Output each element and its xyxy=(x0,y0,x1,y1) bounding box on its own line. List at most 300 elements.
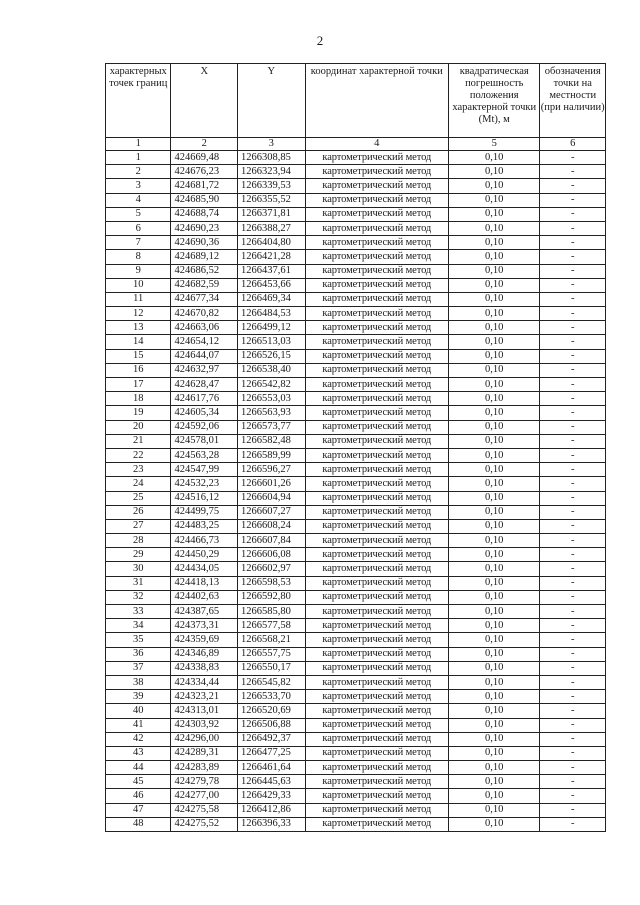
x-coordinate-cell: 424483,25 xyxy=(171,519,238,533)
table-row xyxy=(106,562,606,576)
error-cell: 0,10 xyxy=(449,278,540,292)
marking-cell: - xyxy=(540,463,606,477)
x-coordinate-cell: 424690,36 xyxy=(171,236,238,250)
method-cell: картометрический метод xyxy=(305,151,448,165)
method-cell: картометрический метод xyxy=(305,193,448,207)
point-number-cell: 35 xyxy=(106,633,171,647)
x-coordinate-cell: 424681,72 xyxy=(171,179,238,193)
error-cell: 0,10 xyxy=(449,335,540,349)
method-cell: картометрический метод xyxy=(305,675,448,689)
error-cell: 0,10 xyxy=(449,292,540,306)
marking-cell: - xyxy=(540,519,606,533)
x-coordinate-cell: 424605,34 xyxy=(171,406,238,420)
marking-cell: - xyxy=(540,647,606,661)
error-cell: 0,10 xyxy=(449,647,540,661)
marking-cell: - xyxy=(540,207,606,221)
y-coordinate-cell: 1266577,58 xyxy=(238,619,306,633)
point-number-cell: 23 xyxy=(106,463,171,477)
x-coordinate-cell: 424275,58 xyxy=(171,803,238,817)
column-number: 6 xyxy=(540,138,606,151)
y-coordinate-cell: 1266607,27 xyxy=(238,505,306,519)
y-coordinate-cell: 1266492,37 xyxy=(238,732,306,746)
y-coordinate-cell: 1266573,77 xyxy=(238,420,306,434)
header-points: характерных точек границ xyxy=(106,64,171,138)
error-cell: 0,10 xyxy=(449,534,540,548)
y-coordinate-cell: 1266513,03 xyxy=(238,335,306,349)
x-coordinate-cell: 424283,89 xyxy=(171,761,238,775)
x-coordinate-cell: 424663,06 xyxy=(171,321,238,335)
table-row xyxy=(106,236,606,250)
x-coordinate-cell: 424677,34 xyxy=(171,292,238,306)
x-coordinate-cell: 424578,01 xyxy=(171,434,238,448)
method-cell: картометрический метод xyxy=(305,789,448,803)
point-number-cell: 27 xyxy=(106,519,171,533)
point-number-cell: 46 xyxy=(106,789,171,803)
error-cell: 0,10 xyxy=(449,718,540,732)
column-number: 1 xyxy=(106,138,171,151)
table-row xyxy=(106,817,606,831)
error-cell: 0,10 xyxy=(449,590,540,604)
y-coordinate-cell: 1266550,17 xyxy=(238,661,306,675)
marking-cell: - xyxy=(540,151,606,165)
table-row xyxy=(106,718,606,732)
method-cell: картометрический метод xyxy=(305,576,448,590)
error-cell: 0,10 xyxy=(449,491,540,505)
error-cell: 0,10 xyxy=(449,605,540,619)
table-row xyxy=(106,292,606,306)
table-row xyxy=(106,378,606,392)
point-number-cell: 21 xyxy=(106,434,171,448)
x-coordinate-cell: 424685,90 xyxy=(171,193,238,207)
marking-cell: - xyxy=(540,675,606,689)
y-coordinate-cell: 1266582,48 xyxy=(238,434,306,448)
point-number-cell: 34 xyxy=(106,619,171,633)
error-cell: 0,10 xyxy=(449,519,540,533)
x-coordinate-cell: 424338,83 xyxy=(171,661,238,675)
marking-cell: - xyxy=(540,704,606,718)
error-cell: 0,10 xyxy=(449,448,540,462)
point-number-cell: 47 xyxy=(106,803,171,817)
table-row xyxy=(106,675,606,689)
y-coordinate-cell: 1266429,33 xyxy=(238,789,306,803)
method-cell: картометрический метод xyxy=(305,746,448,760)
error-cell: 0,10 xyxy=(449,576,540,590)
method-cell: картометрический метод xyxy=(305,548,448,562)
marking-cell: - xyxy=(540,534,606,548)
method-cell: картометрический метод xyxy=(305,207,448,221)
method-cell: картометрический метод xyxy=(305,534,448,548)
point-number-cell: 32 xyxy=(106,590,171,604)
error-cell: 0,10 xyxy=(449,151,540,165)
method-cell: картометрический метод xyxy=(305,165,448,179)
method-cell: картометрический метод xyxy=(305,803,448,817)
table-row xyxy=(106,349,606,363)
x-coordinate-cell: 424279,78 xyxy=(171,775,238,789)
error-cell: 0,10 xyxy=(449,817,540,831)
table-row xyxy=(106,647,606,661)
y-coordinate-cell: 1266526,15 xyxy=(238,349,306,363)
method-cell: картометрический метод xyxy=(305,335,448,349)
y-coordinate-cell: 1266598,53 xyxy=(238,576,306,590)
marking-cell: - xyxy=(540,165,606,179)
x-coordinate-cell: 424686,52 xyxy=(171,264,238,278)
y-coordinate-cell: 1266355,52 xyxy=(238,193,306,207)
table-row xyxy=(106,193,606,207)
header-marking: обозначения точки на местности (при наличии) xyxy=(540,64,606,138)
table-row xyxy=(106,690,606,704)
point-number-cell: 28 xyxy=(106,534,171,548)
table-row xyxy=(106,207,606,221)
x-coordinate-cell: 424644,07 xyxy=(171,349,238,363)
table-row xyxy=(106,661,606,675)
error-cell: 0,10 xyxy=(449,392,540,406)
x-coordinate-cell: 424632,97 xyxy=(171,363,238,377)
marking-cell: - xyxy=(540,378,606,392)
method-cell: картометрический метод xyxy=(305,448,448,462)
marking-cell: - xyxy=(540,434,606,448)
x-coordinate-cell: 424277,00 xyxy=(171,789,238,803)
method-cell: картометрический метод xyxy=(305,633,448,647)
x-coordinate-cell: 424670,82 xyxy=(171,307,238,321)
method-cell: картометрический метод xyxy=(305,307,448,321)
method-cell: картометрический метод xyxy=(305,718,448,732)
marking-cell: - xyxy=(540,321,606,335)
marking-cell: - xyxy=(540,349,606,363)
marking-cell: - xyxy=(540,392,606,406)
error-cell: 0,10 xyxy=(449,661,540,675)
error-cell: 0,10 xyxy=(449,179,540,193)
point-number-cell: 10 xyxy=(106,278,171,292)
error-cell: 0,10 xyxy=(449,803,540,817)
x-coordinate-cell: 424303,92 xyxy=(171,718,238,732)
point-number-cell: 11 xyxy=(106,292,171,306)
marking-cell: - xyxy=(540,718,606,732)
point-number-cell: 8 xyxy=(106,250,171,264)
table-row xyxy=(106,321,606,335)
method-cell: картометрический метод xyxy=(305,236,448,250)
column-number: 4 xyxy=(305,138,448,151)
table-row xyxy=(106,505,606,519)
y-coordinate-cell: 1266506,88 xyxy=(238,718,306,732)
error-cell: 0,10 xyxy=(449,307,540,321)
marking-cell: - xyxy=(540,505,606,519)
x-coordinate-cell: 424323,21 xyxy=(171,690,238,704)
error-cell: 0,10 xyxy=(449,761,540,775)
point-number-cell: 38 xyxy=(106,675,171,689)
table-row xyxy=(106,519,606,533)
marking-cell: - xyxy=(540,548,606,562)
point-number-cell: 16 xyxy=(106,363,171,377)
error-cell: 0,10 xyxy=(449,264,540,278)
point-number-cell: 30 xyxy=(106,562,171,576)
x-coordinate-cell: 424689,12 xyxy=(171,250,238,264)
y-coordinate-cell: 1266563,93 xyxy=(238,406,306,420)
table-row xyxy=(106,704,606,718)
y-coordinate-cell: 1266461,64 xyxy=(238,761,306,775)
error-cell: 0,10 xyxy=(449,363,540,377)
header-error: квадратическая погрешность положения характерной точки (Mt), м xyxy=(449,64,540,138)
error-cell: 0,10 xyxy=(449,463,540,477)
x-coordinate-cell: 424387,65 xyxy=(171,605,238,619)
method-cell: картометрический метод xyxy=(305,264,448,278)
table-row xyxy=(106,264,606,278)
y-coordinate-cell: 1266607,84 xyxy=(238,534,306,548)
table-row xyxy=(106,179,606,193)
x-coordinate-cell: 424466,73 xyxy=(171,534,238,548)
x-coordinate-cell: 424359,69 xyxy=(171,633,238,647)
error-cell: 0,10 xyxy=(449,633,540,647)
y-coordinate-cell: 1266553,03 xyxy=(238,392,306,406)
error-cell: 0,10 xyxy=(449,349,540,363)
error-cell: 0,10 xyxy=(449,236,540,250)
y-coordinate-cell: 1266404,80 xyxy=(238,236,306,250)
method-cell: картометрический метод xyxy=(305,420,448,434)
x-coordinate-cell: 424346,89 xyxy=(171,647,238,661)
error-cell: 0,10 xyxy=(449,193,540,207)
y-coordinate-cell: 1266545,82 xyxy=(238,675,306,689)
method-cell: картометрический метод xyxy=(305,817,448,831)
marking-cell: - xyxy=(540,690,606,704)
y-coordinate-cell: 1266484,53 xyxy=(238,307,306,321)
y-coordinate-cell: 1266606,08 xyxy=(238,548,306,562)
method-cell: картометрический метод xyxy=(305,463,448,477)
point-number-cell: 48 xyxy=(106,817,171,831)
marking-cell: - xyxy=(540,619,606,633)
table-row xyxy=(106,420,606,434)
point-number-cell: 43 xyxy=(106,746,171,760)
table-row xyxy=(106,548,606,562)
table-row xyxy=(106,576,606,590)
y-coordinate-cell: 1266533,70 xyxy=(238,690,306,704)
marking-cell: - xyxy=(540,236,606,250)
error-cell: 0,10 xyxy=(449,321,540,335)
table-row xyxy=(106,278,606,292)
y-coordinate-cell: 1266592,80 xyxy=(238,590,306,604)
header-row xyxy=(106,64,606,138)
point-number-cell: 42 xyxy=(106,732,171,746)
x-coordinate-cell: 424654,12 xyxy=(171,335,238,349)
method-cell: картометрический метод xyxy=(305,378,448,392)
marking-cell: - xyxy=(540,732,606,746)
method-cell: картометрический метод xyxy=(305,477,448,491)
method-cell: картометрический метод xyxy=(305,505,448,519)
method-cell: картометрический метод xyxy=(305,704,448,718)
header-y: Y xyxy=(238,64,306,138)
y-coordinate-cell: 1266499,12 xyxy=(238,321,306,335)
method-cell: картометрический метод xyxy=(305,761,448,775)
point-number-cell: 12 xyxy=(106,307,171,321)
x-coordinate-cell: 424275,52 xyxy=(171,817,238,831)
x-coordinate-cell: 424499,75 xyxy=(171,505,238,519)
x-coordinate-cell: 424313,01 xyxy=(171,704,238,718)
error-cell: 0,10 xyxy=(449,420,540,434)
x-coordinate-cell: 424289,31 xyxy=(171,746,238,760)
error-cell: 0,10 xyxy=(449,221,540,235)
table-row xyxy=(106,250,606,264)
marking-cell: - xyxy=(540,562,606,576)
column-number-row xyxy=(106,138,606,151)
y-coordinate-cell: 1266589,99 xyxy=(238,448,306,462)
table-row xyxy=(106,775,606,789)
marking-cell: - xyxy=(540,221,606,235)
method-cell: картометрический метод xyxy=(305,406,448,420)
error-cell: 0,10 xyxy=(449,477,540,491)
point-number-cell: 1 xyxy=(106,151,171,165)
y-coordinate-cell: 1266453,66 xyxy=(238,278,306,292)
point-number-cell: 22 xyxy=(106,448,171,462)
table-row xyxy=(106,335,606,349)
y-coordinate-cell: 1266412,86 xyxy=(238,803,306,817)
x-coordinate-cell: 424296,00 xyxy=(171,732,238,746)
point-number-cell: 26 xyxy=(106,505,171,519)
method-cell: картометрический метод xyxy=(305,179,448,193)
marking-cell: - xyxy=(540,590,606,604)
error-cell: 0,10 xyxy=(449,207,540,221)
x-coordinate-cell: 424434,05 xyxy=(171,562,238,576)
table-row xyxy=(106,761,606,775)
marking-cell: - xyxy=(540,775,606,789)
y-coordinate-cell: 1266477,25 xyxy=(238,746,306,760)
marking-cell: - xyxy=(540,746,606,760)
y-coordinate-cell: 1266371,81 xyxy=(238,207,306,221)
marking-cell: - xyxy=(540,307,606,321)
point-number-cell: 31 xyxy=(106,576,171,590)
marking-cell: - xyxy=(540,335,606,349)
table-row xyxy=(106,406,606,420)
marking-cell: - xyxy=(540,292,606,306)
error-cell: 0,10 xyxy=(449,690,540,704)
error-cell: 0,10 xyxy=(449,434,540,448)
error-cell: 0,10 xyxy=(449,548,540,562)
method-cell: картометрический метод xyxy=(305,619,448,633)
marking-cell: - xyxy=(540,761,606,775)
marking-cell: - xyxy=(540,789,606,803)
y-coordinate-cell: 1266469,34 xyxy=(238,292,306,306)
x-coordinate-cell: 424669,48 xyxy=(171,151,238,165)
table-row xyxy=(106,363,606,377)
marking-cell: - xyxy=(540,420,606,434)
table-row xyxy=(106,633,606,647)
error-cell: 0,10 xyxy=(449,378,540,392)
error-cell: 0,10 xyxy=(449,505,540,519)
table-row xyxy=(106,392,606,406)
marking-cell: - xyxy=(540,477,606,491)
column-number: 3 xyxy=(238,138,306,151)
table-row xyxy=(106,491,606,505)
table-row xyxy=(106,746,606,760)
error-cell: 0,10 xyxy=(449,704,540,718)
point-number-cell: 37 xyxy=(106,661,171,675)
y-coordinate-cell: 1266437,61 xyxy=(238,264,306,278)
error-cell: 0,10 xyxy=(449,732,540,746)
method-cell: картометрический метод xyxy=(305,221,448,235)
point-number-cell: 6 xyxy=(106,221,171,235)
point-number-cell: 41 xyxy=(106,718,171,732)
error-cell: 0,10 xyxy=(449,675,540,689)
method-cell: картометрический метод xyxy=(305,732,448,746)
y-coordinate-cell: 1266601,26 xyxy=(238,477,306,491)
method-cell: картометрический метод xyxy=(305,491,448,505)
table-row xyxy=(106,789,606,803)
error-cell: 0,10 xyxy=(449,406,540,420)
y-coordinate-cell: 1266585,80 xyxy=(238,605,306,619)
x-coordinate-cell: 424688,74 xyxy=(171,207,238,221)
table-row xyxy=(106,151,606,165)
point-number-cell: 19 xyxy=(106,406,171,420)
marking-cell: - xyxy=(540,278,606,292)
point-number-cell: 13 xyxy=(106,321,171,335)
table-row xyxy=(106,619,606,633)
x-coordinate-cell: 424676,23 xyxy=(171,165,238,179)
y-coordinate-cell: 1266604,94 xyxy=(238,491,306,505)
point-number-cell: 25 xyxy=(106,491,171,505)
table-row xyxy=(106,307,606,321)
y-coordinate-cell: 1266339,53 xyxy=(238,179,306,193)
method-cell: картометрический метод xyxy=(305,519,448,533)
table-row xyxy=(106,732,606,746)
x-coordinate-cell: 424418,13 xyxy=(171,576,238,590)
y-coordinate-cell: 1266396,33 xyxy=(238,817,306,831)
x-coordinate-cell: 424617,76 xyxy=(171,392,238,406)
marking-cell: - xyxy=(540,179,606,193)
method-cell: картометрический метод xyxy=(305,278,448,292)
page-number: 2 xyxy=(316,33,324,48)
point-number-cell: 29 xyxy=(106,548,171,562)
point-number-cell: 40 xyxy=(106,704,171,718)
table-body xyxy=(106,151,606,832)
y-coordinate-cell: 1266608,24 xyxy=(238,519,306,533)
error-cell: 0,10 xyxy=(449,789,540,803)
y-coordinate-cell: 1266538,40 xyxy=(238,363,306,377)
table-row xyxy=(106,463,606,477)
x-coordinate-cell: 424334,44 xyxy=(171,675,238,689)
marking-cell: - xyxy=(540,250,606,264)
table-row xyxy=(106,590,606,604)
method-cell: картометрический метод xyxy=(305,392,448,406)
method-cell: картометрический метод xyxy=(305,690,448,704)
error-cell: 0,10 xyxy=(449,775,540,789)
coordinates-table xyxy=(105,63,606,832)
method-cell: картометрический метод xyxy=(305,321,448,335)
error-cell: 0,10 xyxy=(449,562,540,576)
x-coordinate-cell: 424690,23 xyxy=(171,221,238,235)
marking-cell: - xyxy=(540,576,606,590)
method-cell: картометрический метод xyxy=(305,661,448,675)
marking-cell: - xyxy=(540,817,606,831)
point-number-cell: 14 xyxy=(106,335,171,349)
marking-cell: - xyxy=(540,406,606,420)
point-number-cell: 5 xyxy=(106,207,171,221)
marking-cell: - xyxy=(540,491,606,505)
method-cell: картометрический метод xyxy=(305,775,448,789)
table-row xyxy=(106,477,606,491)
point-number-cell: 2 xyxy=(106,165,171,179)
header-method: координат характерной точки xyxy=(305,64,448,138)
column-number: 5 xyxy=(449,138,540,151)
table-row xyxy=(106,534,606,548)
x-coordinate-cell: 424682,59 xyxy=(171,278,238,292)
marking-cell: - xyxy=(540,264,606,278)
method-cell: картометрический метод xyxy=(305,590,448,604)
column-number: 2 xyxy=(171,138,238,151)
table-row xyxy=(106,605,606,619)
table-row xyxy=(106,221,606,235)
error-cell: 0,10 xyxy=(449,619,540,633)
table-row xyxy=(106,165,606,179)
x-coordinate-cell: 424628,47 xyxy=(171,378,238,392)
error-cell: 0,10 xyxy=(449,746,540,760)
point-number-cell: 4 xyxy=(106,193,171,207)
